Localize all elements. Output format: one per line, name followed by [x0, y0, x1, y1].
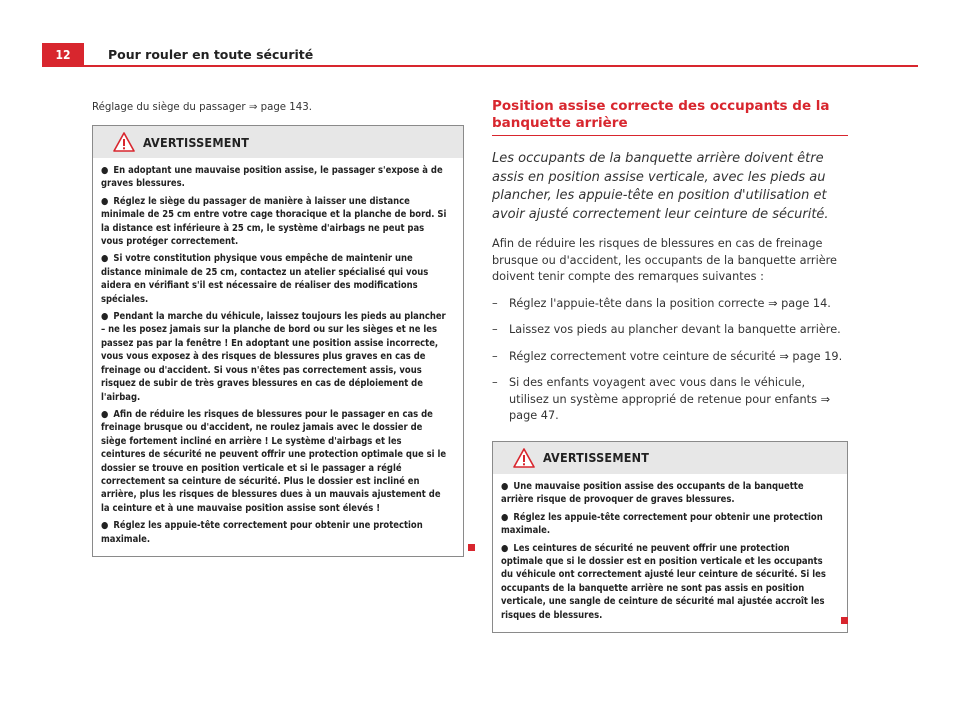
chapter-title: Pour rouler en toute sécurité: [108, 47, 314, 62]
section-lead: Les occupants de la banquette arrière doivent être assis en position assise verticale, avec les pieds au plancher, les appuie-tête en position d'utilisation et avoir ajusté correctement leur ceinture de sécurité.: [492, 151, 829, 222]
list-item: – Réglez correctement votre ceinture de sécurité ⇒ page 19.: [492, 349, 848, 366]
warning-item: ● Réglez les appuie-tête correctement pour obtenir une protection maximale.: [101, 520, 423, 545]
warning-box-passenger: [92, 125, 464, 557]
warning-body: [493, 474, 847, 632]
bullet-icon: ●: [101, 165, 109, 176]
warning-item: ● Pendant la marche du véhicule, laissez toujours les pieds au plancher – ne les posez jamais sur la planche de bord ou sur les sièges et ne les passez pas par la fenêtre ! En adoptant une position assise incorrecte, vous vous exposez à des risques de blessures plus graves en cas de freinage ou d'accident. Si vous n'êtes pas correctement assis, vous risquez de subir de très graves blessures en cas de déploiement de l'airbag.: [101, 311, 446, 403]
warning-item: ● Réglez les appuie-tête correctement pour obtenir une protection maximale.: [501, 511, 823, 537]
dash-icon: –: [492, 323, 498, 337]
bullet-icon: ●: [501, 480, 509, 492]
intro-reference: Réglage du siège du passager ⇒ page 143.: [92, 102, 312, 113]
section-body: Afin de réduire les risques de blessures en cas de freinage brusque ou d'accident, les occupants de la banquette arrière doivent tenir compte des remarques suivantes :: [492, 237, 838, 284]
warning-item: ● Les ceintures de sécurité ne peuvent offrir une protection optimale que si le dossier est en position verticale et les occupants du véhicule ont correctement ajusté leur ceinture de sécurité. Si les occupants de la banquette arrière ne sont pas assis en position verticale, une sangle de ceinture de sécurité mal ajustée accroît les risques de blessures.: [501, 542, 826, 621]
section-title: Position assise correcte des occupants de la banquette arrière: [492, 98, 830, 131]
bullet-icon: ●: [101, 195, 109, 207]
page-header: [0, 0, 960, 68]
list-item: – Réglez l'appuie-tête dans la position correcte ⇒ page 14.: [492, 296, 848, 313]
warning-item: ● En adoptant une mauvaise position assise, le passager s'expose à de graves blessures.: [101, 165, 443, 190]
bullet-icon: ●: [101, 311, 109, 323]
section-rule: [492, 135, 848, 136]
warning-box-rear: [492, 441, 848, 633]
list-item: – Laissez vos pieds au plancher devant la banquette arrière.: [492, 322, 848, 339]
instruction-list: [492, 296, 848, 425]
bullet-icon: ●: [501, 511, 509, 523]
warning-title: AVERTISSEMENT: [143, 134, 250, 150]
right-column: [492, 98, 848, 633]
bullet-icon: ●: [101, 253, 109, 265]
bullet-icon: ●: [501, 542, 509, 554]
warning-header: [493, 442, 847, 474]
warning-triangle-icon: [513, 448, 535, 468]
page-number: 12: [42, 43, 84, 67]
bullet-icon: ●: [101, 520, 109, 532]
warning-item: ● Si votre constitution physique vous empêche de maintenir une distance minimale de 25 cm, contactez un atelier spécialisé qui vous aidera en vérifiant s'il est nécessaire de réaliser des modifications spéciales.: [101, 253, 429, 305]
warning-item: ● Une mauvaise position assise des occupants de la banquette arrière risque de provoquer de graves blessures.: [501, 480, 804, 506]
warning-triangle-icon: [113, 132, 135, 152]
warning-item: ● Réglez le siège du passager de manière à laisser une distance minimale de 25 cm entre votre cage thoracique et la planche de bord. Si la distance est inférieure à 25 cm, le système d'airbags ne peut pas vous protéger correctement.: [101, 195, 447, 248]
dash-icon: –: [492, 376, 498, 390]
warning-item: ● Afin de réduire les risques de blessures pour le passager en cas de freinage brusque ou d'accident, ne roulez jamais avec le dossier de siège fortement incliné en arrière ! Le système d'airbags et les ceintures de sécurité ne peuvent offrir une protection optimale que si le dossier se trouve en position verticale et si le passager a réglé correctement sa ceinture de sécurité. Plus le dossier est incliné en arrière, plus les risques de blessures dues à un mauvais ajustement de la ceinture et à une mauvaise position assise sont élevés !: [101, 408, 447, 514]
dash-icon: –: [492, 349, 498, 363]
warning-body: [93, 158, 463, 556]
warning-header: [93, 126, 463, 158]
header-rule: [84, 65, 918, 67]
end-square-icon: [468, 544, 475, 551]
bullet-icon: ●: [101, 408, 109, 420]
end-square-icon: [841, 617, 848, 624]
list-item: – Si des enfants voyagent avec vous dans le véhicule, utilisez un système approprié de retenue pour enfants ⇒ page 47.: [492, 376, 831, 423]
warning-title: AVERTISSEMENT: [543, 450, 650, 466]
left-column: [92, 102, 464, 557]
dash-icon: –: [492, 296, 498, 310]
